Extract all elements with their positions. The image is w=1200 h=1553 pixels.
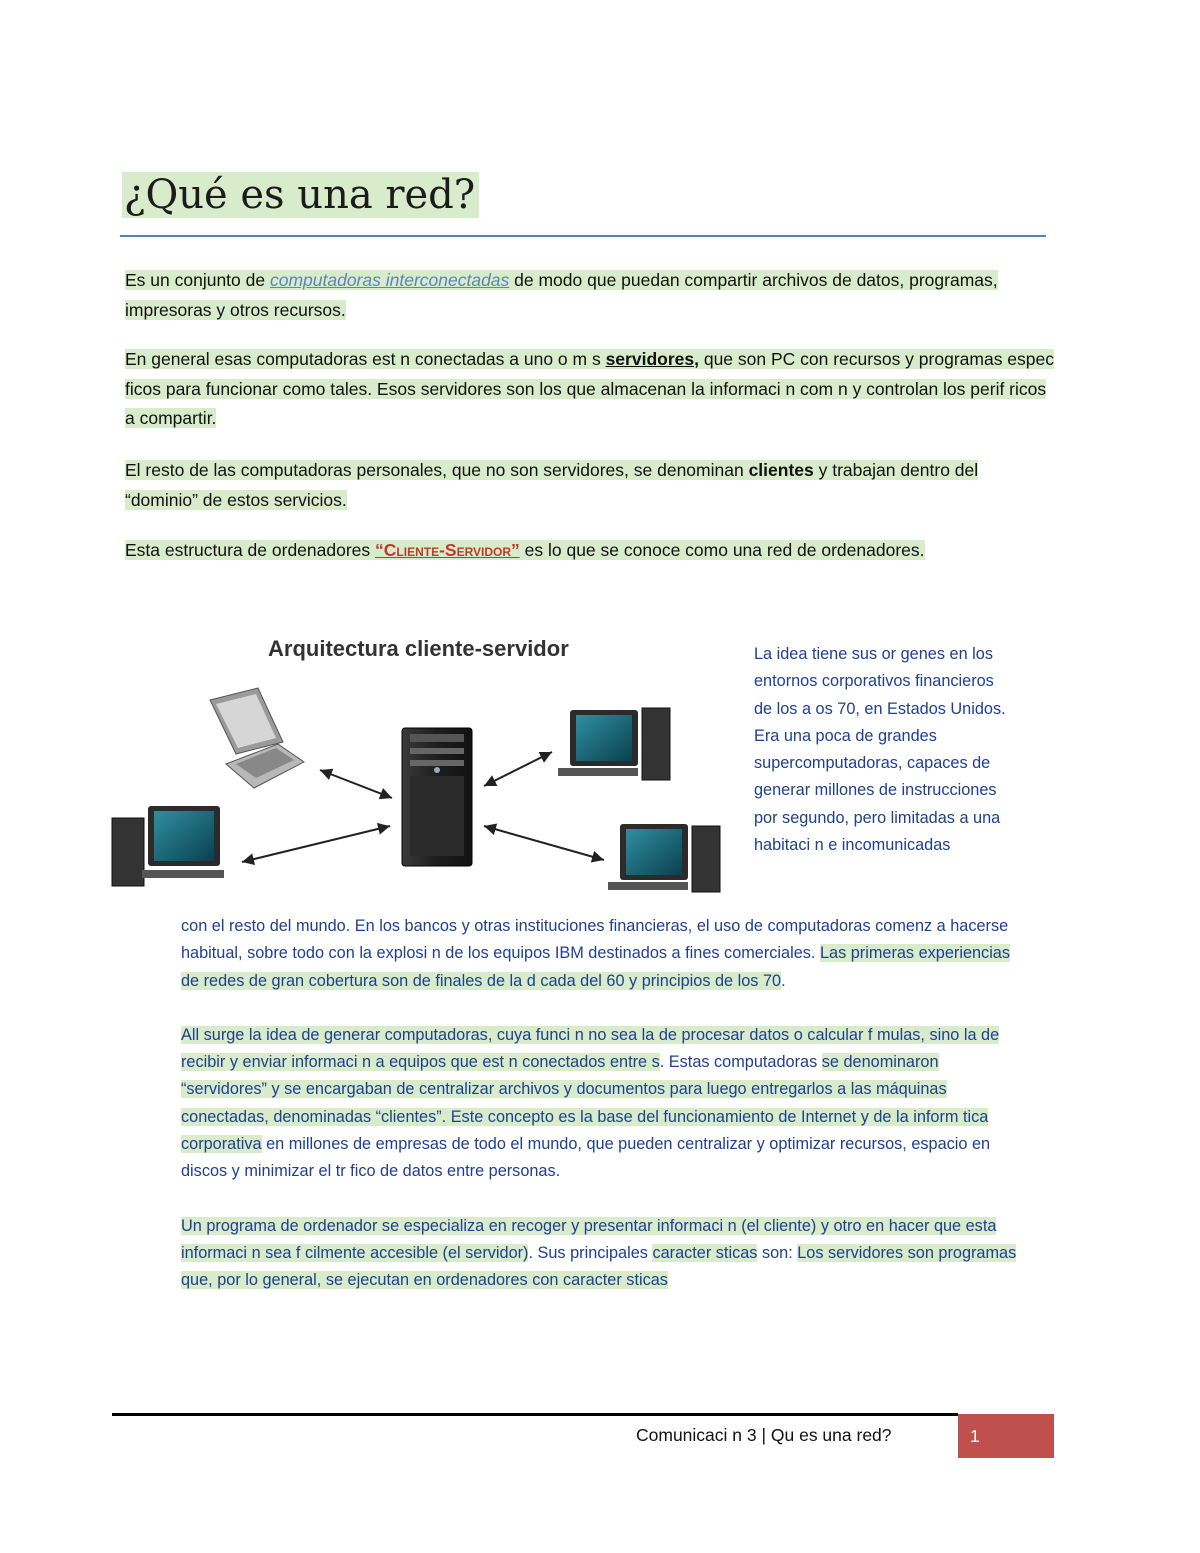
paragraph-program-roles: Un programa de ordenador se especializa en recoger y presentar informaci n (el cliente) y otro en hacer que esta informaci n sea f cilmente accesible (el servidor). Sus principales caracter sticas son: Los servidores son programas que, por lo general, se ejecutan en ordenadores con caracter sticas <box>181 1216 1017 1290</box>
laptop-icon <box>210 688 304 788</box>
paragraph-servers: En general esas computadoras est n conectadas a uno o m s servidores, que son PC con recursos y programas espec ficos para funcionar como tales. Esos servidores son los que almacenan la informaci n com n y controlan los perif ricos a compartir. <box>125 349 1055 428</box>
paragraph-client-server: Esta estructura de ordenadores “Cliente-Servidor” es lo que se conoce como una red de ordenadores. <box>125 540 925 560</box>
body-text-history <box>181 913 1021 1295</box>
footer-label: Comunicaci n 3 | Qu es una red? <box>636 1425 892 1445</box>
computers-link[interactable]: computadoras interconectadas <box>269 270 510 290</box>
footer-rule <box>112 1413 958 1416</box>
client-server-term: “Cliente-Servidor” <box>375 540 520 560</box>
paragraph-banks: con el resto del mundo. En los bancos y otras instituciones financieras, el uso de computadoras comenz a hacerse habitual, sobre todo con la explosi n de los equipos IBM destinados a fines comerciales. Las primeras experiencias de redes de gran cobertura son de finales de la d cada del 60 y principios de los 70. <box>181 917 1011 990</box>
page-number: 1 <box>958 1414 1054 1458</box>
desktop-computer-icon-bottom-right <box>608 824 720 892</box>
servers-term: servidores, <box>605 349 699 369</box>
client-server-diagram <box>108 630 738 900</box>
server-tower-icon <box>402 728 472 866</box>
paragraph-clients: El resto de las computadoras personales, que no son servidores, se denominan clientes y trabajan dentro del “dominio” de estos servicios. <box>125 460 979 510</box>
paragraph-servers-origin: All surge la idea de generar computadoras, cuya funci n no sea la de procesar datos o calcular f mulas, sino la de recibir y enviar informaci n a equipos que est n conectados entre s. Estas computadoras se denominaron “servidores” y se encargaban de centralizar archivos y documentos para luego entregarlos a las máquinas conectadas, denominadas “clientes”. Este concepto es la base del funcionamiento de Internet y de la inform tica corporativa en millones de empresas de todo el mundo, que pueden centralizar y optimizar recursos, espacio en discos y minimizar el tr fico de datos entre personas. <box>181 1025 1000 1181</box>
desktop-computer-icon-top-right <box>558 708 670 780</box>
side-text-origins: La idea tiene sus or genes en los entornos corporativos financieros de los a os 70, en Estados Unidos. Era una poca de grandes supercomputadoras, capaces de generar millones de instrucciones por segundo, pero limitadas a una habitaci n e incomunicadas <box>754 645 1006 855</box>
diagram-title: Arquitectura cliente-servidor <box>268 636 569 661</box>
desktop-computer-icon-left <box>112 806 224 886</box>
paragraph-definition: Es un conjunto de computadoras interconectadas de modo que puedan compartir archivos de datos, programas, impresoras y otros recursos. <box>125 270 998 320</box>
title-underline <box>120 235 1046 237</box>
page-title: ¿Qué es una red? <box>122 162 479 228</box>
clients-term: clientes <box>748 460 814 480</box>
